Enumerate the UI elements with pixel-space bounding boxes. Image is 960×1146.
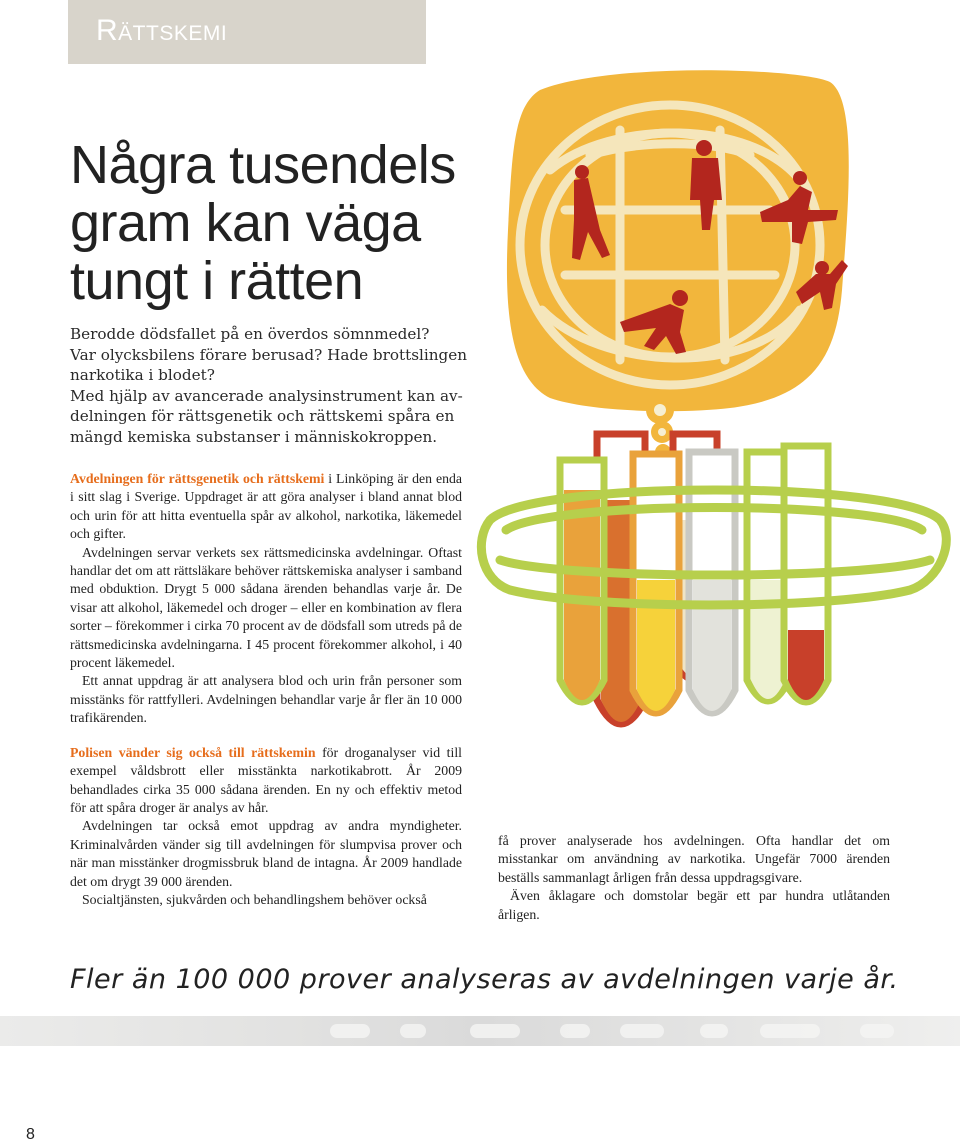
band-mark	[860, 1024, 894, 1038]
highlight-police: Polisen vänder sig också till rättskemin	[70, 744, 316, 760]
headline-line: gram kan väga	[70, 193, 421, 253]
pull-quote: Fler än 100 000 prover analyseras av avdelningen varje år.	[70, 964, 899, 995]
band-mark	[620, 1024, 664, 1038]
page-headline	[70, 136, 490, 310]
body-paragraph: Även åklagare och domstolar begär ett par hundra utlåtanden årligen.	[498, 888, 890, 922]
lead-line: narkotika i blodet?	[70, 366, 215, 384]
body-paragraph: få prover analyserade hos avdelningen. Ofta handlar det om misstankar om användning av narkotika. Ungefär 7000 ärenden beställs sammanlagt årligen från dessa uppdragsgivare.	[498, 833, 890, 885]
band-mark	[560, 1024, 590, 1038]
lead-line: Var olycksbilens förare berusad? Hade brottslingen	[70, 345, 468, 364]
body-text: för droganalyser vid till exempel våldsbrott eller misstänkta narkotikabrott. År 2009 behandlades cirka 35 000 sådana ärenden. En ny och effektiv metod för att spåra droger är analys av hår.	[70, 744, 462, 815]
body-text: i Linköping är den enda i sitt slag i Sverige. Uppdraget är att göra analyser i bland annat blod och urin för att hitta eventuella spår av alkohol, narkotika, läkemedel och gifter.	[70, 471, 463, 542]
decorative-band	[0, 1016, 960, 1046]
lead-line: delningen för rättsgenetik och rättskemi spåra en	[70, 407, 455, 425]
illustration	[470, 60, 960, 760]
section-label: Rättskemi	[96, 14, 228, 47]
page-number: 8	[26, 1126, 35, 1143]
body-paragraph	[70, 744, 462, 818]
headline-line: Några tusendels	[70, 135, 456, 195]
body-paragraph	[70, 470, 462, 544]
lead-line: Berodde dödsfallet på en överdos sömnmedel?	[70, 325, 430, 343]
body-paragraph: Socialtjänsten, sjukvården och behandlingshem behöver också	[82, 891, 427, 907]
lead-line: mängd kemiska substanser i människokroppen.	[70, 427, 438, 446]
highlight-department: Avdelningen för rättsgenetik och rättskemi	[70, 471, 325, 486]
section-tab	[68, 0, 426, 64]
speech-bubble-icon	[507, 70, 849, 471]
body-paragraph: Avdelningen servar verkets sex rättsmedicinska avdelningar. Oftast handlar det om att rättsläkare behöver rättskemiska analyser i samband med obduktion. Drygt 5 000 sådana ärenden behandlas varje år. De visar att alkohol, läkemedel och droger – eller en kombination av flera sorter – förekommer i cirka 70 procent av de dödsfall som utreds på de rättsmedicinska avdelningarna. I 45 procent förekommer alkohol, i 40 procent läkemedel.	[70, 544, 462, 671]
headline-line: tungt i rätten	[70, 251, 364, 311]
band-mark	[330, 1024, 370, 1038]
lead-line: Med hjälp av avancerade analysinstrument kan av-	[70, 386, 463, 405]
body-column-left	[70, 470, 462, 909]
band-mark	[760, 1024, 820, 1038]
band-mark	[470, 1024, 520, 1038]
lead-paragraph	[70, 324, 470, 447]
band-mark	[400, 1024, 426, 1038]
body-paragraph: Ett annat uppdrag är att analysera blod och urin från personer som misstänks för rattfylleri. Avdelningen behandlar varje år fler än 10 000 trafikärenden.	[70, 673, 462, 726]
band-mark	[700, 1024, 728, 1038]
body-paragraph: Avdelningen tar också emot uppdrag av andra myndigheter. Kriminalvården vänder sig till avdelningen för slumpvisa prover och när man misstänker drogmissbruk bland de intagna. År 2009 handlade det om drygt 39 000 ärenden.	[70, 818, 462, 889]
body-column-right	[498, 832, 890, 924]
